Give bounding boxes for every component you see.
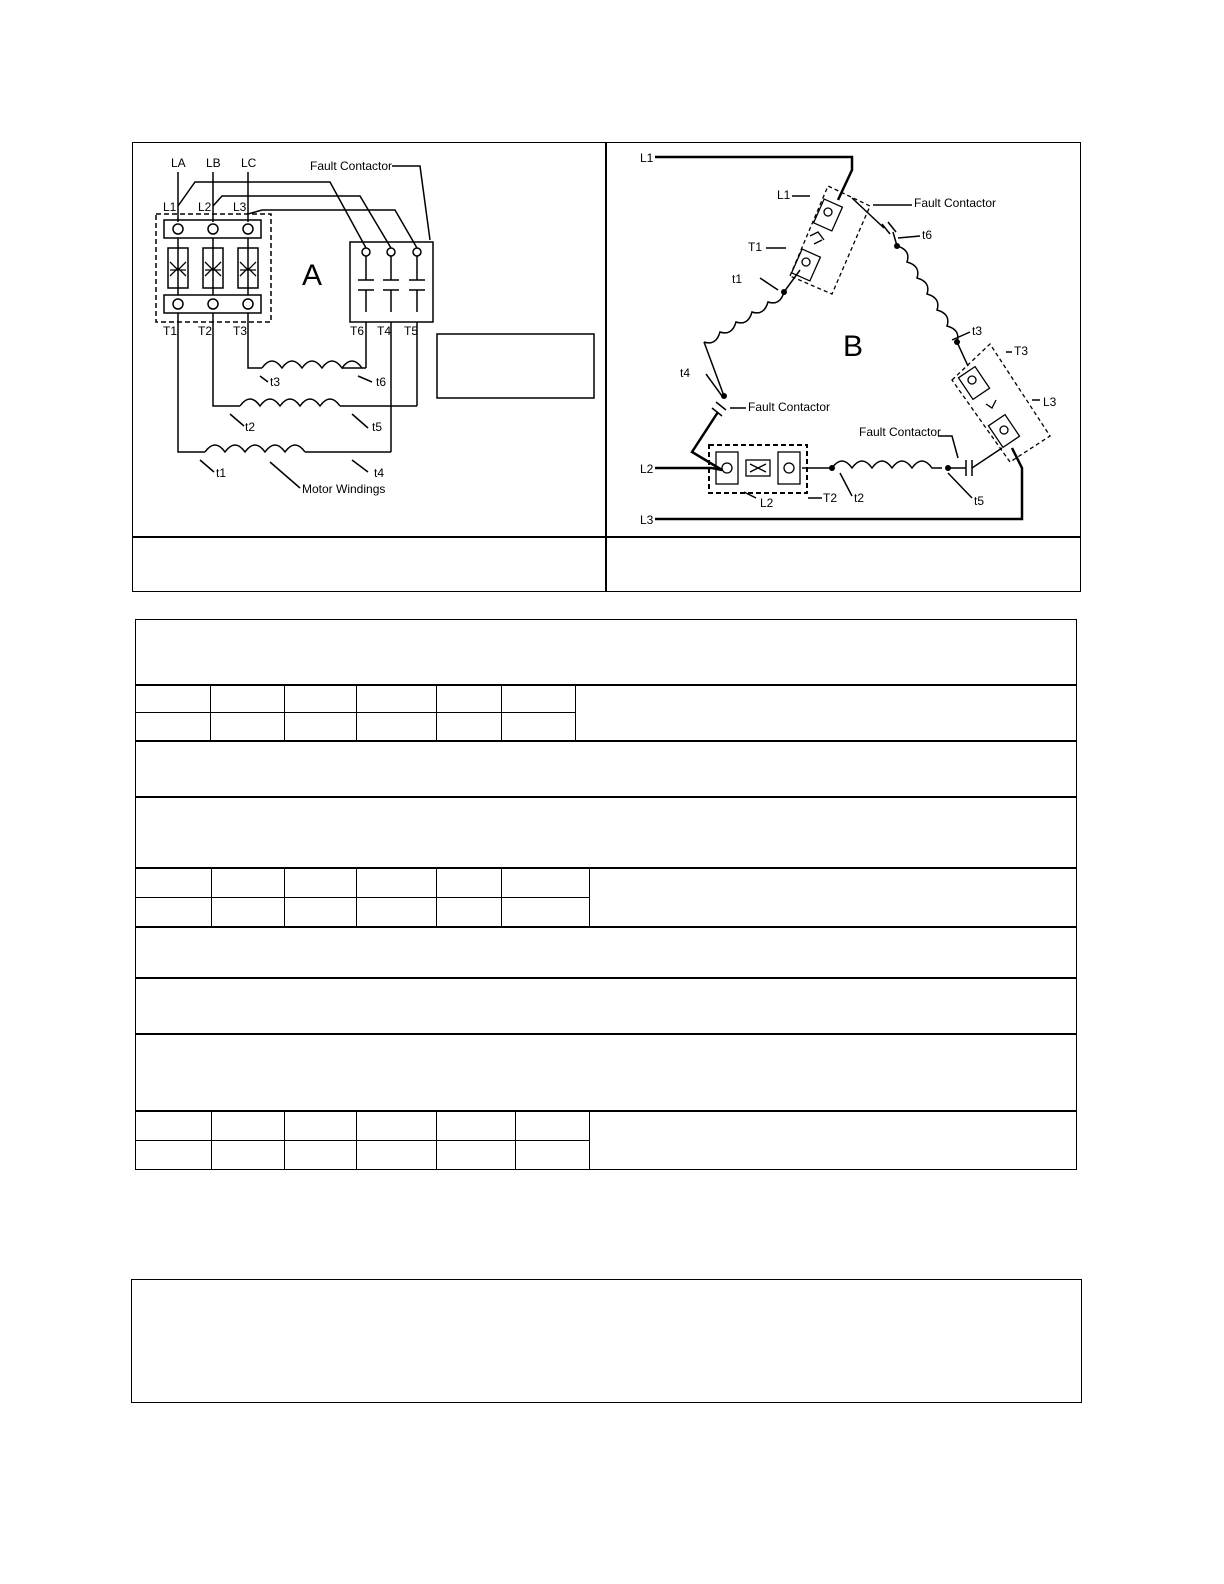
form-cell[interactable] [357, 1140, 437, 1170]
form-cell[interactable] [212, 1111, 285, 1141]
module-L2: L2 [760, 496, 774, 510]
form-row-separator [135, 796, 1077, 798]
lead-t2: t2 [854, 491, 865, 505]
lead-t3: t3 [972, 324, 983, 338]
form-cell[interactable] [357, 897, 437, 927]
label-T3: T3 [233, 324, 248, 338]
lead-t5: t5 [372, 420, 383, 434]
fault-contactor-label: Fault Contactor [310, 159, 393, 173]
supply-L1: L1 [640, 151, 654, 165]
supply-L3: L3 [640, 513, 654, 527]
label-T5: T5 [404, 324, 419, 338]
form-cell[interactable] [285, 1140, 357, 1170]
form-subgrid-1 [135, 684, 576, 741]
diagram-a [133, 143, 605, 536]
form-subgrid-3 [135, 1110, 590, 1170]
lead-t4: t4 [374, 466, 385, 480]
form-cell[interactable] [502, 713, 576, 741]
module-L3: L3 [1043, 395, 1057, 409]
form-cell[interactable] [437, 868, 502, 898]
lead-t4: t4 [680, 366, 691, 380]
caption-a [134, 538, 604, 590]
label-T1: T1 [163, 324, 178, 338]
form-cell[interactable] [285, 713, 357, 741]
form-cell[interactable] [136, 685, 211, 713]
form-cell[interactable] [357, 1111, 437, 1141]
form-cell[interactable] [516, 1111, 590, 1141]
fault-contactor-label-top: Fault Contactor [914, 196, 997, 210]
motor-windings-label: Motor Windings [302, 482, 386, 496]
module-T3: T3 [1014, 344, 1029, 358]
label-LA: LA [171, 156, 186, 170]
form-cell[interactable] [136, 868, 212, 898]
form-cell[interactable] [516, 1140, 590, 1170]
form-cell[interactable] [285, 897, 357, 927]
form-cell[interactable] [285, 1111, 357, 1141]
title-a: A [302, 259, 323, 292]
form-cell[interactable] [285, 868, 357, 898]
form-cell[interactable] [211, 713, 285, 741]
lead-t6: t6 [376, 375, 387, 389]
form-cell[interactable] [136, 713, 211, 741]
form-cell[interactable] [136, 1140, 212, 1170]
notes-box [131, 1279, 1082, 1403]
label-LC: LC [241, 156, 257, 170]
form-cell[interactable] [437, 1140, 516, 1170]
label-T6: T6 [350, 324, 365, 338]
form-cell[interactable] [502, 868, 590, 898]
module-T1: T1 [748, 240, 763, 254]
form-row-separator [135, 977, 1077, 979]
form-cell[interactable] [212, 868, 285, 898]
module-T2: T2 [823, 491, 838, 505]
lead-t1: t1 [216, 466, 227, 480]
lead-t6: t6 [922, 228, 933, 242]
form-cell[interactable] [212, 897, 285, 927]
form-cell[interactable] [502, 685, 576, 713]
lead-t3: t3 [270, 375, 281, 389]
label-L2: L2 [198, 200, 212, 214]
form-cell[interactable] [357, 868, 437, 898]
label-L1: L1 [163, 200, 177, 214]
label-L3: L3 [233, 200, 247, 214]
supply-L2: L2 [640, 462, 654, 476]
lead-t5: t5 [974, 494, 985, 508]
form-row-separator [135, 1033, 1077, 1035]
fault-contactor-label-left: Fault Contactor [748, 400, 831, 414]
form-cell[interactable] [136, 1111, 212, 1141]
form-cell[interactable] [211, 685, 285, 713]
label-LB: LB [206, 156, 221, 170]
label-T2: T2 [198, 324, 213, 338]
form-cell[interactable] [437, 713, 502, 741]
lead-t2: t2 [245, 420, 256, 434]
empty-label-box [437, 334, 594, 398]
lead-t1: t1 [732, 272, 743, 286]
form-cell[interactable] [502, 897, 590, 927]
label-T4: T4 [377, 324, 392, 338]
form-cell[interactable] [212, 1140, 285, 1170]
form-subgrid-2 [135, 867, 590, 927]
form-cell[interactable] [285, 685, 357, 713]
diagram-b [607, 143, 1080, 536]
form-cell[interactable] [357, 713, 437, 741]
fault-contactor-label-right: Fault Contactor [859, 425, 942, 439]
title-b: B [843, 330, 864, 363]
form-cell[interactable] [357, 685, 437, 713]
form-cell[interactable] [136, 897, 212, 927]
module-L1: L1 [777, 188, 791, 202]
form-cell[interactable] [437, 1111, 516, 1141]
form-cell[interactable] [437, 685, 502, 713]
form-cell[interactable] [437, 897, 502, 927]
caption-b [608, 538, 1079, 590]
